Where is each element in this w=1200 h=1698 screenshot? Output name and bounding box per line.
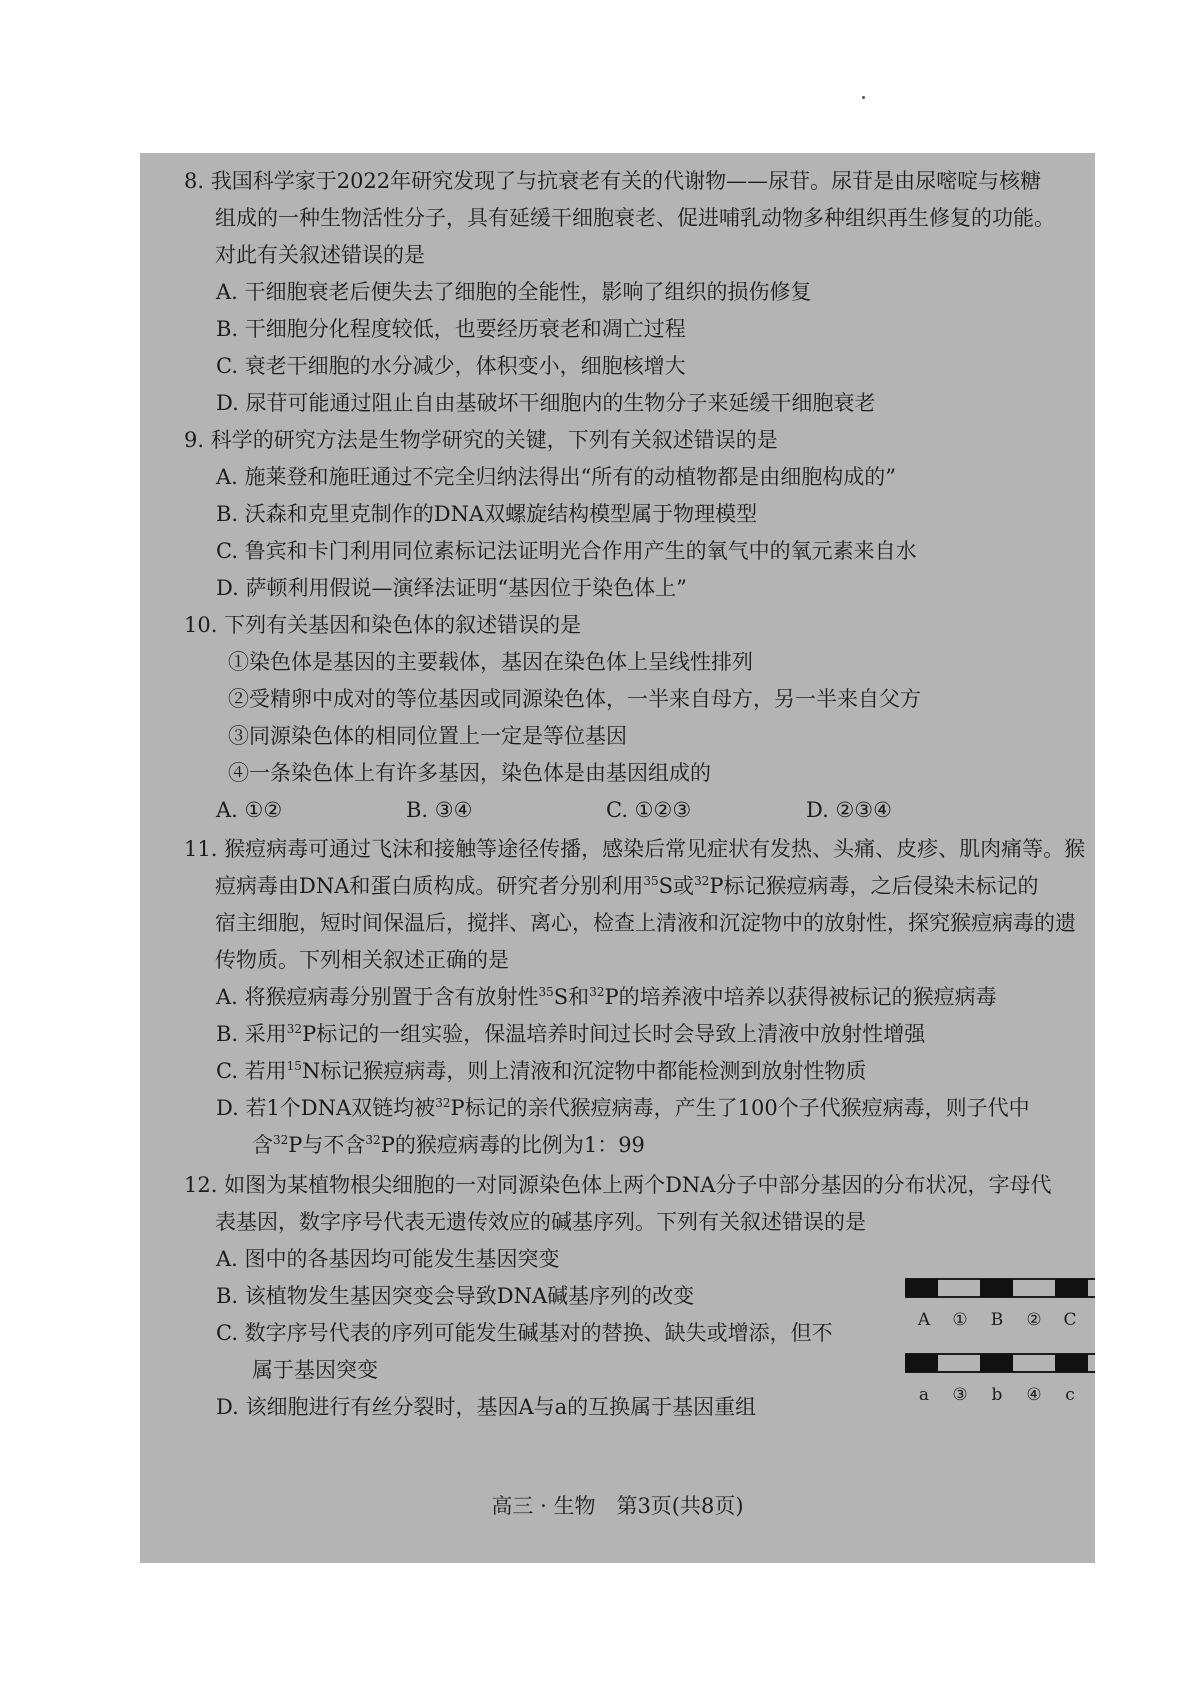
sequence-label: ① <box>952 1310 968 1330</box>
q10-item-3: ③同源染色体的相同位置上一定是等位基因 <box>228 724 627 748</box>
q10-item-4: ④一条染色体上有许多基因，染色体是由基因组成的 <box>228 761 711 785</box>
dna-molecule-top <box>905 1279 1095 1330</box>
q12-option-c-continued: 属于基因突变 <box>252 1358 378 1382</box>
q12-stem-line-1: 12. 如图为某植物根尖细胞的一对同源染色体上两个DNA分子中部分基因的分布状况，字母代 <box>184 1173 1052 1197</box>
gene-distribution-diagram <box>900 1275 1095 1425</box>
q11-nitrogen-mass-number: 15 <box>286 1059 302 1073</box>
q12-stem-line-2: 表基因，数字序号代表无遗传效应的碱基序列。下列有关叙述错误的是 <box>215 1210 866 1234</box>
q9-option-d: D. 萨顿利用假说—演绎法证明“基因位于染色体上” <box>216 576 687 600</box>
dna-molecule-bottom <box>905 1354 1095 1405</box>
q11-phosphorus-mass-number: 32 <box>589 985 605 999</box>
q11-sulfur-mass-number: 35 <box>538 985 554 999</box>
q8-stem-line-1: 8. 我国科学家于2022年研究发现了与抗衰老有关的代谢物——尿苷。尿苷是由尿嘧啶与核糖 <box>184 169 1042 193</box>
q10-item-1: ①染色体是基因的主要载体，基因在染色体上呈线性排列 <box>228 650 753 674</box>
q10-choice-d: D. ②③④ <box>806 798 892 822</box>
dna-molecules-figure <box>900 1275 1095 1425</box>
q11-phosphorus-mass-number: 32 <box>286 1022 303 1036</box>
page-footer: 高三 · 生物 第3页(共8页) <box>491 1494 744 1518</box>
q11-option-c-text: N标记猴痘病毒，则上清液和沉淀物中都能检测到放射性物质 <box>301 1059 867 1083</box>
q12-option-a: A. 图中的各基因均可能发生基因突变 <box>216 1247 560 1271</box>
q10-choice-c: C. ①②③ <box>606 798 692 822</box>
q11-option-d <box>216 1094 1030 1122</box>
q8-stem-line-2: 组成的一种生物活性分子，具有延缓干细胞衰老、促进哺乳动物多种组织再生修复的功能。 <box>215 206 1055 230</box>
q11-option-a-text: A. 将猴痘病毒分别置于含有放射性 <box>216 985 539 1009</box>
gene-label: B <box>990 1310 1004 1330</box>
gene-segment-a <box>905 1354 938 1372</box>
scan-speck <box>862 96 865 99</box>
gene-label: c <box>1065 1385 1075 1405</box>
q11-stem-line-3: 宿主细胞，短时间保温后，搅拌、离心，检查上清液和沉淀物中的放射性，探究猴痘病毒的遗 <box>215 911 1076 935</box>
q9-option-b: B. 沃森和克里克制作的DNA双螺旋结构模型属于物理模型 <box>216 502 758 526</box>
q12-option-d: D. 该细胞进行有丝分裂时，基因A与a的互换属于基因重组 <box>216 1395 757 1419</box>
q11-phosphorus-mass-number: 32 <box>365 1133 381 1147</box>
q11-stem-line-1: 11. 猴痘病毒可通过飞沫和接触等途径传播，感染后常见症状有发热、头痛、皮疹、肌肉痛等。猴 <box>184 837 1086 861</box>
q11-stem-line-2 <box>215 872 1038 900</box>
gene-segment-C <box>1055 1279 1088 1297</box>
q11-option-b-text: P标记的一组实验，保温培养时间过长时会导致上清液中放射性增强 <box>302 1022 926 1046</box>
q11-option-c-text: C. 若用 <box>216 1059 287 1083</box>
q11-option-a-text: P的培养液中培养以获得被标记的猴痘病毒 <box>604 985 997 1009</box>
q11-option-d-text: P的猴痘病毒的比例为1：99 <box>380 1133 645 1157</box>
q11-option-d-text: P与不含 <box>288 1133 366 1157</box>
gene-label: b <box>991 1385 1003 1405</box>
q10-item-2: ②受精卵中成对的等位基因或同源染色体，一半来自母方，另一半来自父方 <box>228 687 921 711</box>
q10-choice-a: A. ①② <box>216 798 283 822</box>
q11-phosphorus-mass-number: 32 <box>694 874 710 888</box>
gene-segment-b <box>980 1354 1013 1372</box>
q11-option-b-text: B. 采用 <box>216 1022 287 1046</box>
q11-stem-text: P标记猴痘病毒，之后侵染未标记的 <box>709 874 1039 898</box>
q11-option-c <box>216 1057 866 1085</box>
gene-segment-c <box>1055 1354 1088 1372</box>
q9-option-c: C. 鲁宾和卡门利用同位素标记法证明光合作用产生的氧气中的氧元素来自水 <box>216 539 917 563</box>
q8-option-d: D. 尿苷可能通过阻止自由基破坏干细胞内的生物分子来延缓干细胞衰老 <box>216 391 876 415</box>
q9-stem: 9. 科学的研究方法是生物学研究的关键，下列有关叙述错误的是 <box>184 428 778 452</box>
q11-stem-text: S或 <box>658 874 695 898</box>
q11-stem-text: 痘病毒由DNA和蛋白质构成。研究者分别利用 <box>215 874 644 898</box>
q11-option-d-text: P标记的亲代猴痘病毒，产生了100个子代猴痘病毒，则子代中 <box>450 1096 1030 1120</box>
q8-option-b: B. 干细胞分化程度较低，也要经历衰老和凋亡过程 <box>216 317 686 341</box>
gene-label: A <box>917 1310 931 1330</box>
gene-label: a <box>918 1385 930 1405</box>
gene-label: C <box>1063 1310 1077 1330</box>
gene-segment-B <box>980 1279 1013 1297</box>
q11-stem-line-4: 传物质。下列相关叙述正确的是 <box>215 948 509 972</box>
q10-choice-b: B. ③④ <box>406 798 473 822</box>
q11-phosphorus-mass-number: 32 <box>273 1133 289 1147</box>
gene-segment-A <box>905 1279 938 1297</box>
q11-phosphorus-mass-number: 32 <box>435 1096 451 1110</box>
exam-page <box>140 153 1095 1563</box>
q11-option-d-text: 含 <box>252 1133 273 1157</box>
q10-stem: 10. 下列有关基因和染色体的叙述错误的是 <box>184 613 582 637</box>
q9-option-a: A. 施莱登和施旺通过不完全归纳法得出“所有的动植物都是由细胞构成的” <box>216 465 896 489</box>
q8-option-a: A. 干细胞衰老后便失去了细胞的全能性，影响了组织的损伤修复 <box>216 280 812 304</box>
q11-option-a <box>216 983 997 1011</box>
q11-option-d-text: D. 若1个DNA双链均被 <box>216 1096 436 1120</box>
q8-option-c: C. 衰老干细胞的水分减少，体积变小，细胞核增大 <box>216 354 686 378</box>
q8-stem-line-3: 对此有关叙述错误的是 <box>215 243 425 267</box>
q12-option-b: B. 该植物发生基因突变会导致DNA碱基序列的改变 <box>216 1284 695 1308</box>
q11-option-a-text: S和 <box>553 985 590 1009</box>
sequence-label: ③ <box>952 1385 968 1405</box>
sequence-label: ④ <box>1026 1385 1042 1405</box>
q11-sulfur-mass-number: 35 <box>643 874 659 888</box>
q11-option-b <box>216 1020 925 1048</box>
sequence-label: ② <box>1026 1310 1042 1330</box>
q11-option-d-continued <box>252 1131 645 1159</box>
q12-option-c: C. 数字序号代表的序列可能发生碱基对的替换、缺失或增添，但不 <box>216 1321 833 1345</box>
